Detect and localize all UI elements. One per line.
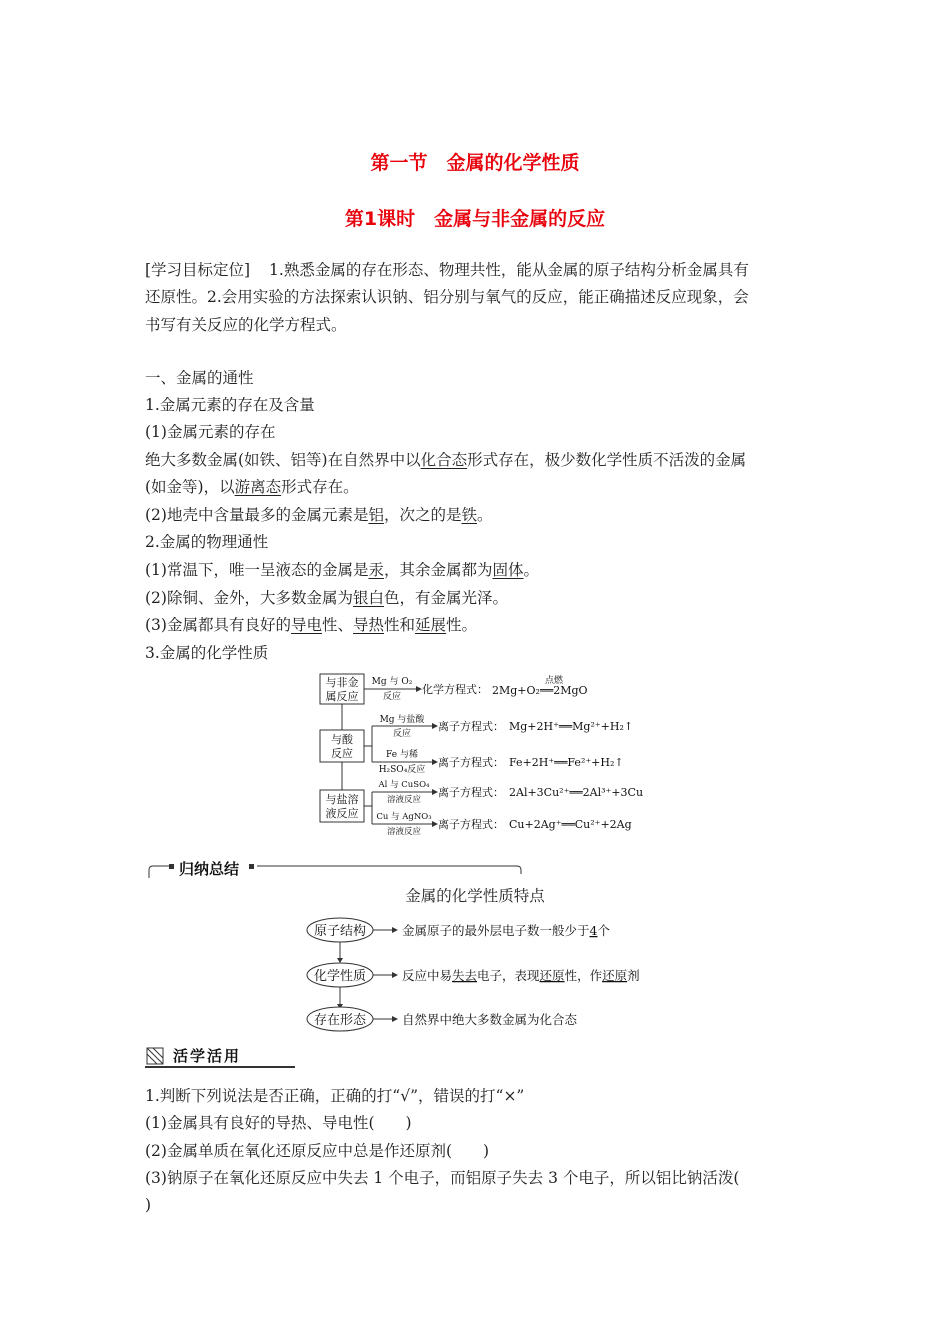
answer-blank: 化合态 — [420, 451, 468, 469]
answer-blank: 铁 — [461, 506, 478, 524]
reaction-top: Al 与 CuSO₄ — [378, 780, 430, 790]
text: (1)常温下，唯一呈液态的金属是 — [145, 561, 369, 579]
practice-label: 活学活用 — [173, 1047, 242, 1065]
equation: 2Al+3Cu²⁺══2Al³⁺+3Cu — [509, 786, 644, 799]
answer-blank: 银白 — [352, 589, 384, 607]
answer-blank: 还原 — [602, 968, 628, 983]
chemical-properties-diagram — [310, 668, 650, 840]
reaction-top: Cu 与 AgNO₃ — [376, 812, 432, 822]
text: 。 — [477, 506, 493, 524]
equation: 2Mg+O₂══2MgO — [492, 684, 588, 697]
subheading-1-1: (1)金属元素的存在 — [145, 423, 276, 441]
arrow-head — [337, 958, 343, 963]
practice-header — [145, 1045, 295, 1069]
box-label: 与盐溶 — [325, 793, 359, 806]
text: 性。 — [446, 616, 478, 634]
answer-blank: 固体 — [492, 561, 524, 579]
answer-blank: 游离态 — [234, 478, 282, 496]
question-1-3: (3)钠原子在氧化还原反应中失去 1 个电子，而铝原子失去 3 个电子，所以铝比钠活泼( — [145, 1169, 740, 1187]
equation: Fe+2H⁺══Fe²⁺+H₂↑ — [509, 756, 624, 769]
text: (3)金属都具有良好的 — [145, 616, 291, 634]
answer-blank: 失去 — [452, 968, 478, 983]
reaction-bottom: 反应 — [392, 729, 412, 739]
text: 形式存在，极少数化学性质不活泼的金属 — [467, 451, 747, 469]
text: 电子，表现 — [477, 968, 540, 983]
node-label: 原子结构 — [313, 924, 367, 939]
reaction-bottom: 反应 — [382, 692, 402, 702]
box-label: 与酸 — [331, 733, 353, 746]
box-label: 属反应 — [325, 690, 359, 703]
subheading-2: 2.金属的物理通性 — [145, 533, 269, 551]
question-1-2: (2)金属单质在氧化还原反应中总是作还原剂( ) — [145, 1142, 490, 1160]
answer-blank: 汞 — [368, 561, 384, 579]
text: ，次之的是 — [383, 506, 462, 524]
arrow-head — [392, 927, 398, 933]
equation: Cu+2Ag⁺══Cu²⁺+2Ag — [509, 818, 632, 831]
node-label: 存在形态 — [313, 1013, 367, 1028]
answer-blank: 还原 — [539, 968, 565, 983]
text: (如金等)，以 — [145, 478, 235, 496]
summary-label: 归纳总结 — [175, 858, 243, 879]
question-1: 1.判断下列说法是否正确，正确的打“√”，错误的打“×” — [145, 1087, 525, 1105]
node-label: 化学性质 — [313, 969, 367, 984]
answer-blank: 4 — [589, 923, 598, 938]
text: 个 — [597, 923, 610, 938]
text: 性、 — [321, 616, 353, 634]
paragraph-color — [145, 588, 508, 608]
text: 反应中易 — [402, 968, 453, 983]
text: 性和 — [384, 616, 416, 634]
reaction-top: Mg 与盐酸 — [379, 715, 425, 725]
paragraph-existence-2 — [145, 477, 359, 497]
answer-blank: 延展 — [415, 616, 447, 634]
subheading-1: 1.金属元素的存在及含量 — [145, 396, 315, 414]
arrow-head — [392, 972, 398, 978]
text: 形式存在。 — [281, 478, 359, 496]
text: 剂 — [627, 968, 640, 983]
objectives-label: [学习目标定位] — [145, 261, 251, 279]
equation-label: 离子方程式： — [438, 786, 504, 799]
text: (2)地壳中含量最多的金属元素是 — [145, 506, 369, 524]
text: 。 — [523, 561, 540, 579]
text: ，其余金属都为 — [383, 561, 493, 579]
section-title: 第一节 金属的化学性质 — [370, 152, 580, 174]
arrow-head — [392, 1016, 398, 1022]
reaction-condition: 点燃 — [544, 676, 564, 686]
box-label: 反应 — [331, 747, 353, 760]
answer-blank: 导电 — [290, 616, 322, 634]
paragraph-crust — [145, 505, 493, 525]
summary-diagram — [300, 912, 660, 1036]
text: 金属原子的最外层电子数一般少于 — [402, 923, 590, 938]
part1-heading: 一、金属的通性 — [145, 369, 254, 387]
summary-text-property — [402, 968, 640, 983]
reaction-top: Fe 与稀 — [386, 750, 418, 760]
reaction-bottom: H₂SO₄反应 — [378, 765, 426, 775]
text: 绝大多数金属(如铁、铝等)在自然界中以 — [145, 451, 421, 469]
paragraph-conductivity — [145, 615, 477, 635]
equation-label: 离子方程式： — [438, 720, 504, 733]
objectives-line-2: 还原性。2.会用实验的方法探索认识钠、铝分别与氧气的反应，能正确描述反应现象，会 — [145, 288, 749, 306]
equation-label: 离子方程式： — [438, 818, 504, 831]
objectives-text-1: 1.熟悉金属的存在形态、物理共性，能从金属的原子结构分析金属具有 — [269, 261, 749, 279]
text: 性，作 — [564, 968, 603, 983]
objectives-line-3: 书写有关反应的化学方程式。 — [145, 316, 347, 334]
summary-text-structure — [402, 923, 610, 938]
question-1-1: (1)金属具有良好的导热、导电性( ) — [145, 1114, 412, 1132]
summary-title: 金属的化学性质特点 — [405, 887, 545, 905]
lesson-title: 第1课时 金属与非金属的反应 — [344, 208, 606, 230]
equation-label: 离子方程式： — [438, 756, 504, 769]
answer-blank: 导热 — [353, 616, 385, 634]
paragraph-existence-1 — [145, 450, 746, 470]
summary-header — [145, 858, 525, 880]
text: 色，有金属光泽。 — [383, 589, 508, 607]
reaction-bottom: 溶液反应 — [386, 795, 422, 805]
text: (2)除铜、金外，大多数金属为 — [145, 589, 353, 607]
box-label: 液反应 — [325, 807, 359, 820]
reaction-top: Mg 与 O₂ — [371, 677, 413, 687]
box-label: 与非金 — [325, 676, 359, 689]
reaction-bottom: 溶液反应 — [386, 827, 422, 837]
objectives-line-1 — [145, 260, 749, 280]
subheading-3: 3.金属的化学性质 — [145, 644, 269, 662]
summary-text-existence: 自然界中绝大多数金属为化合态 — [402, 1012, 578, 1027]
paragraph-liquid-metal — [145, 560, 539, 580]
equation-label: 化学方程式： — [422, 683, 488, 696]
question-1-3-end: ) — [145, 1196, 152, 1214]
equation: Mg+2H⁺══Mg²⁺+H₂↑ — [509, 720, 634, 733]
answer-blank: 铝 — [368, 506, 384, 524]
